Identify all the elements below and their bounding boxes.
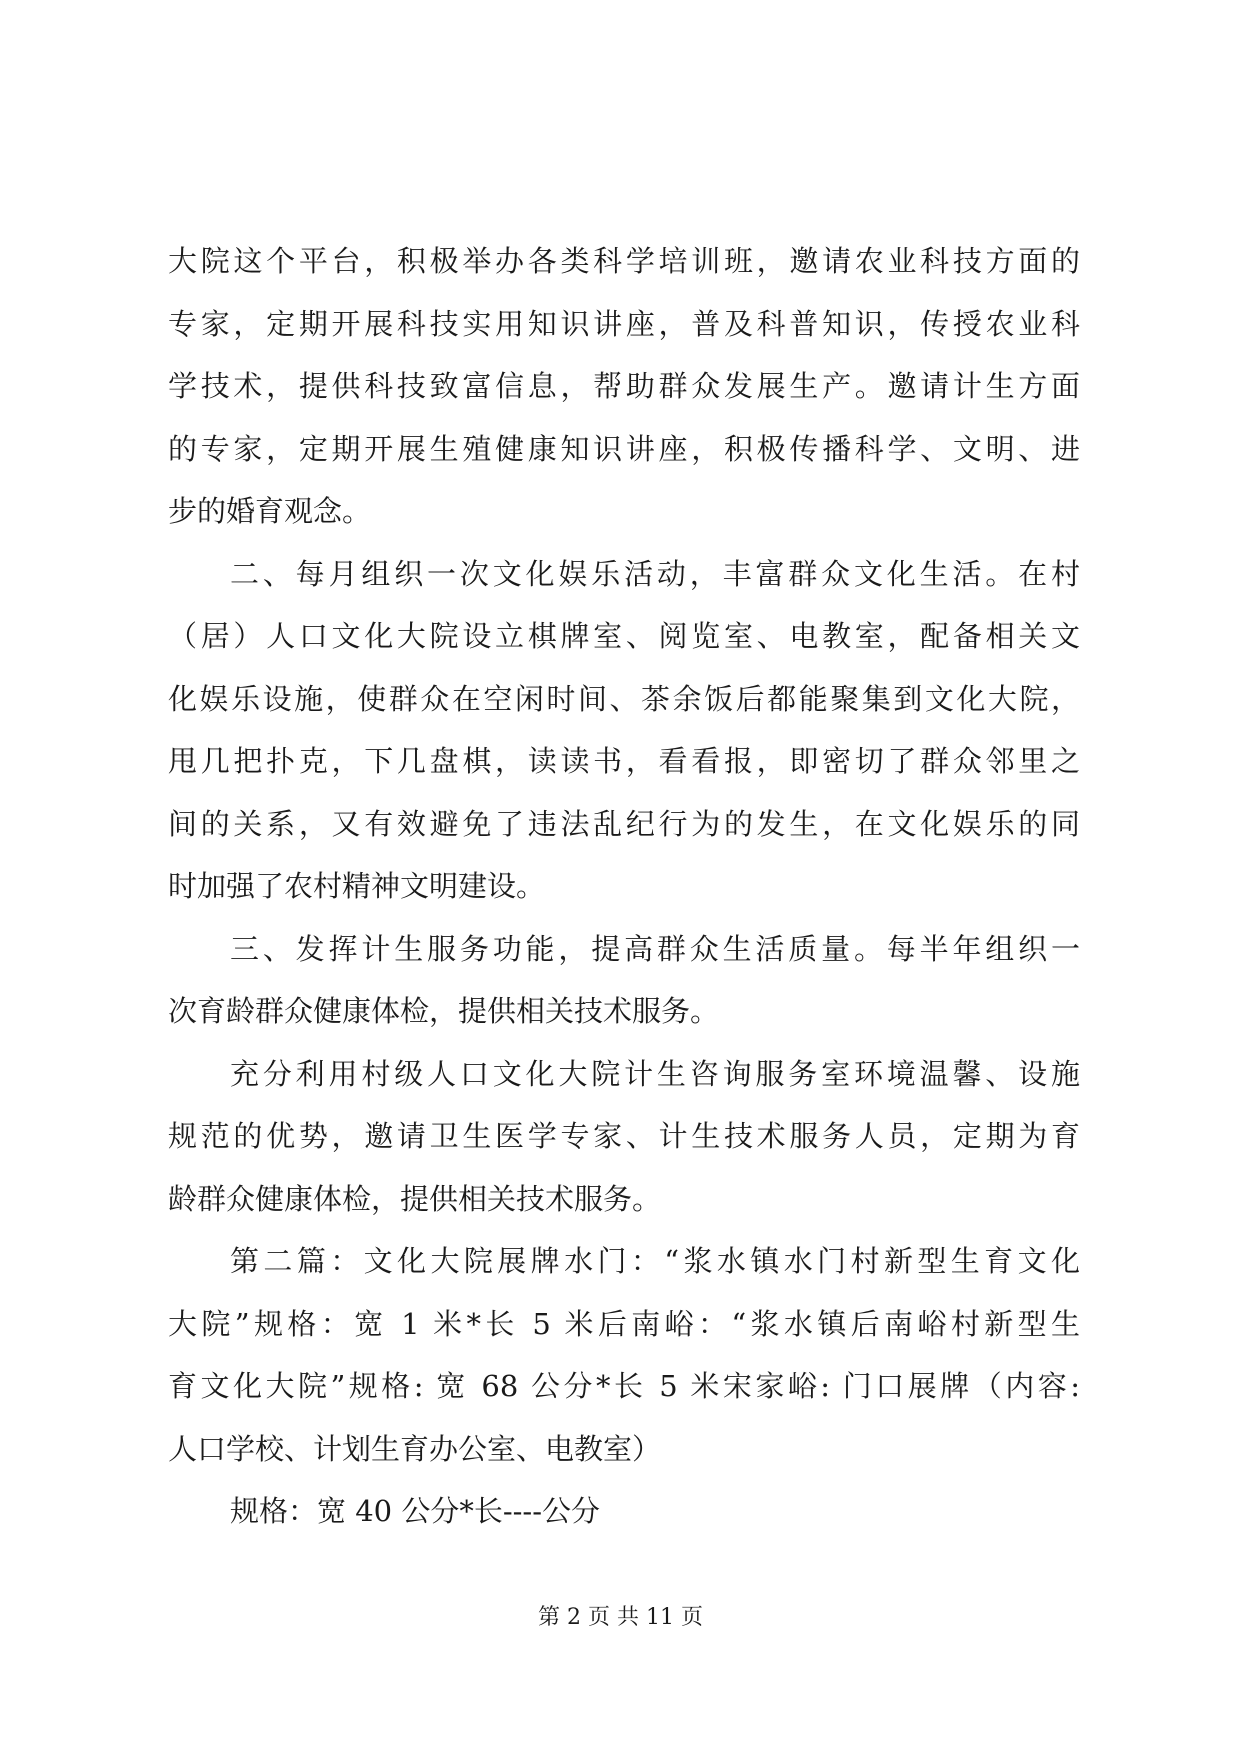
text-line: 规格：宽 40 公分*长----公分 [230,1494,601,1528]
page-footer: 第 2 页 共 11 页 [538,1605,703,1630]
text-line: 时加强了农村精神文明建设。 [168,869,546,903]
text-line: 甩几把扑克，下几盘棋，读读书，看看报，即密切了群众邻里之 [168,744,1080,778]
text-line: 育文化大院”规格: 宽 68 公分*长 5 米宋家峪: 门口展牌（内容: [168,1369,1080,1403]
text-line: 规范的优势，邀请卫生医学专家、计生技术服务人员，定期为育 [168,1119,1080,1153]
text-line: 龄群众健康体检，提供相关技术服务。 [168,1181,662,1216]
text-line: （居）人口文化大院设立棋牌室、阅览室、电教室，配备相关文 [168,619,1080,653]
text-line: 充分利用村级人口文化大院计生咨询服务室环境温馨、设施 [230,1056,1080,1091]
text-line: 二、每月组织一次文化娱乐活动，丰富群众文化生活。在村 [230,556,1080,591]
text-line: 第二篇：文化大院展牌水门：“浆水镇水门村新型生育文化 [230,1244,1080,1278]
text-line: 学技术，提供科技致富信息，帮助群众发展生产。邀请计生方面 [168,369,1080,403]
text-line: 步的婚育观念。 [168,494,372,528]
text-line: 三、发挥计生服务功能，提高群众生活质量。每半年组织一 [230,931,1080,966]
text-line: 大院这个平台，积极举办各类科学培训班，邀请农业科技方面的 [168,244,1080,278]
text-line: 的专家，定期开展生殖健康知识讲座，积极传播科学、文明、进 [168,431,1080,466]
document-body [168,230,1080,1543]
text-line: 间的关系，又有效避免了违法乱纪行为的发生，在文化娱乐的同 [168,806,1080,841]
text-line: 大院”规格：宽 1 米*长 5 米后南峪：“浆水镇后南峪村新型生 [168,1306,1080,1341]
text-line: 次育龄群众健康体检，提供相关技术服务。 [168,994,720,1028]
text-line: 化娱乐设施，使群众在空闲时间、茶余饭后都能聚集到文化大院， [168,681,1080,716]
text-line: 人口学校、计划生育办公室、电教室） [168,1431,662,1466]
text-line: 专家，定期开展科技实用知识讲座，普及科普知识，传授农业科 [168,306,1080,341]
